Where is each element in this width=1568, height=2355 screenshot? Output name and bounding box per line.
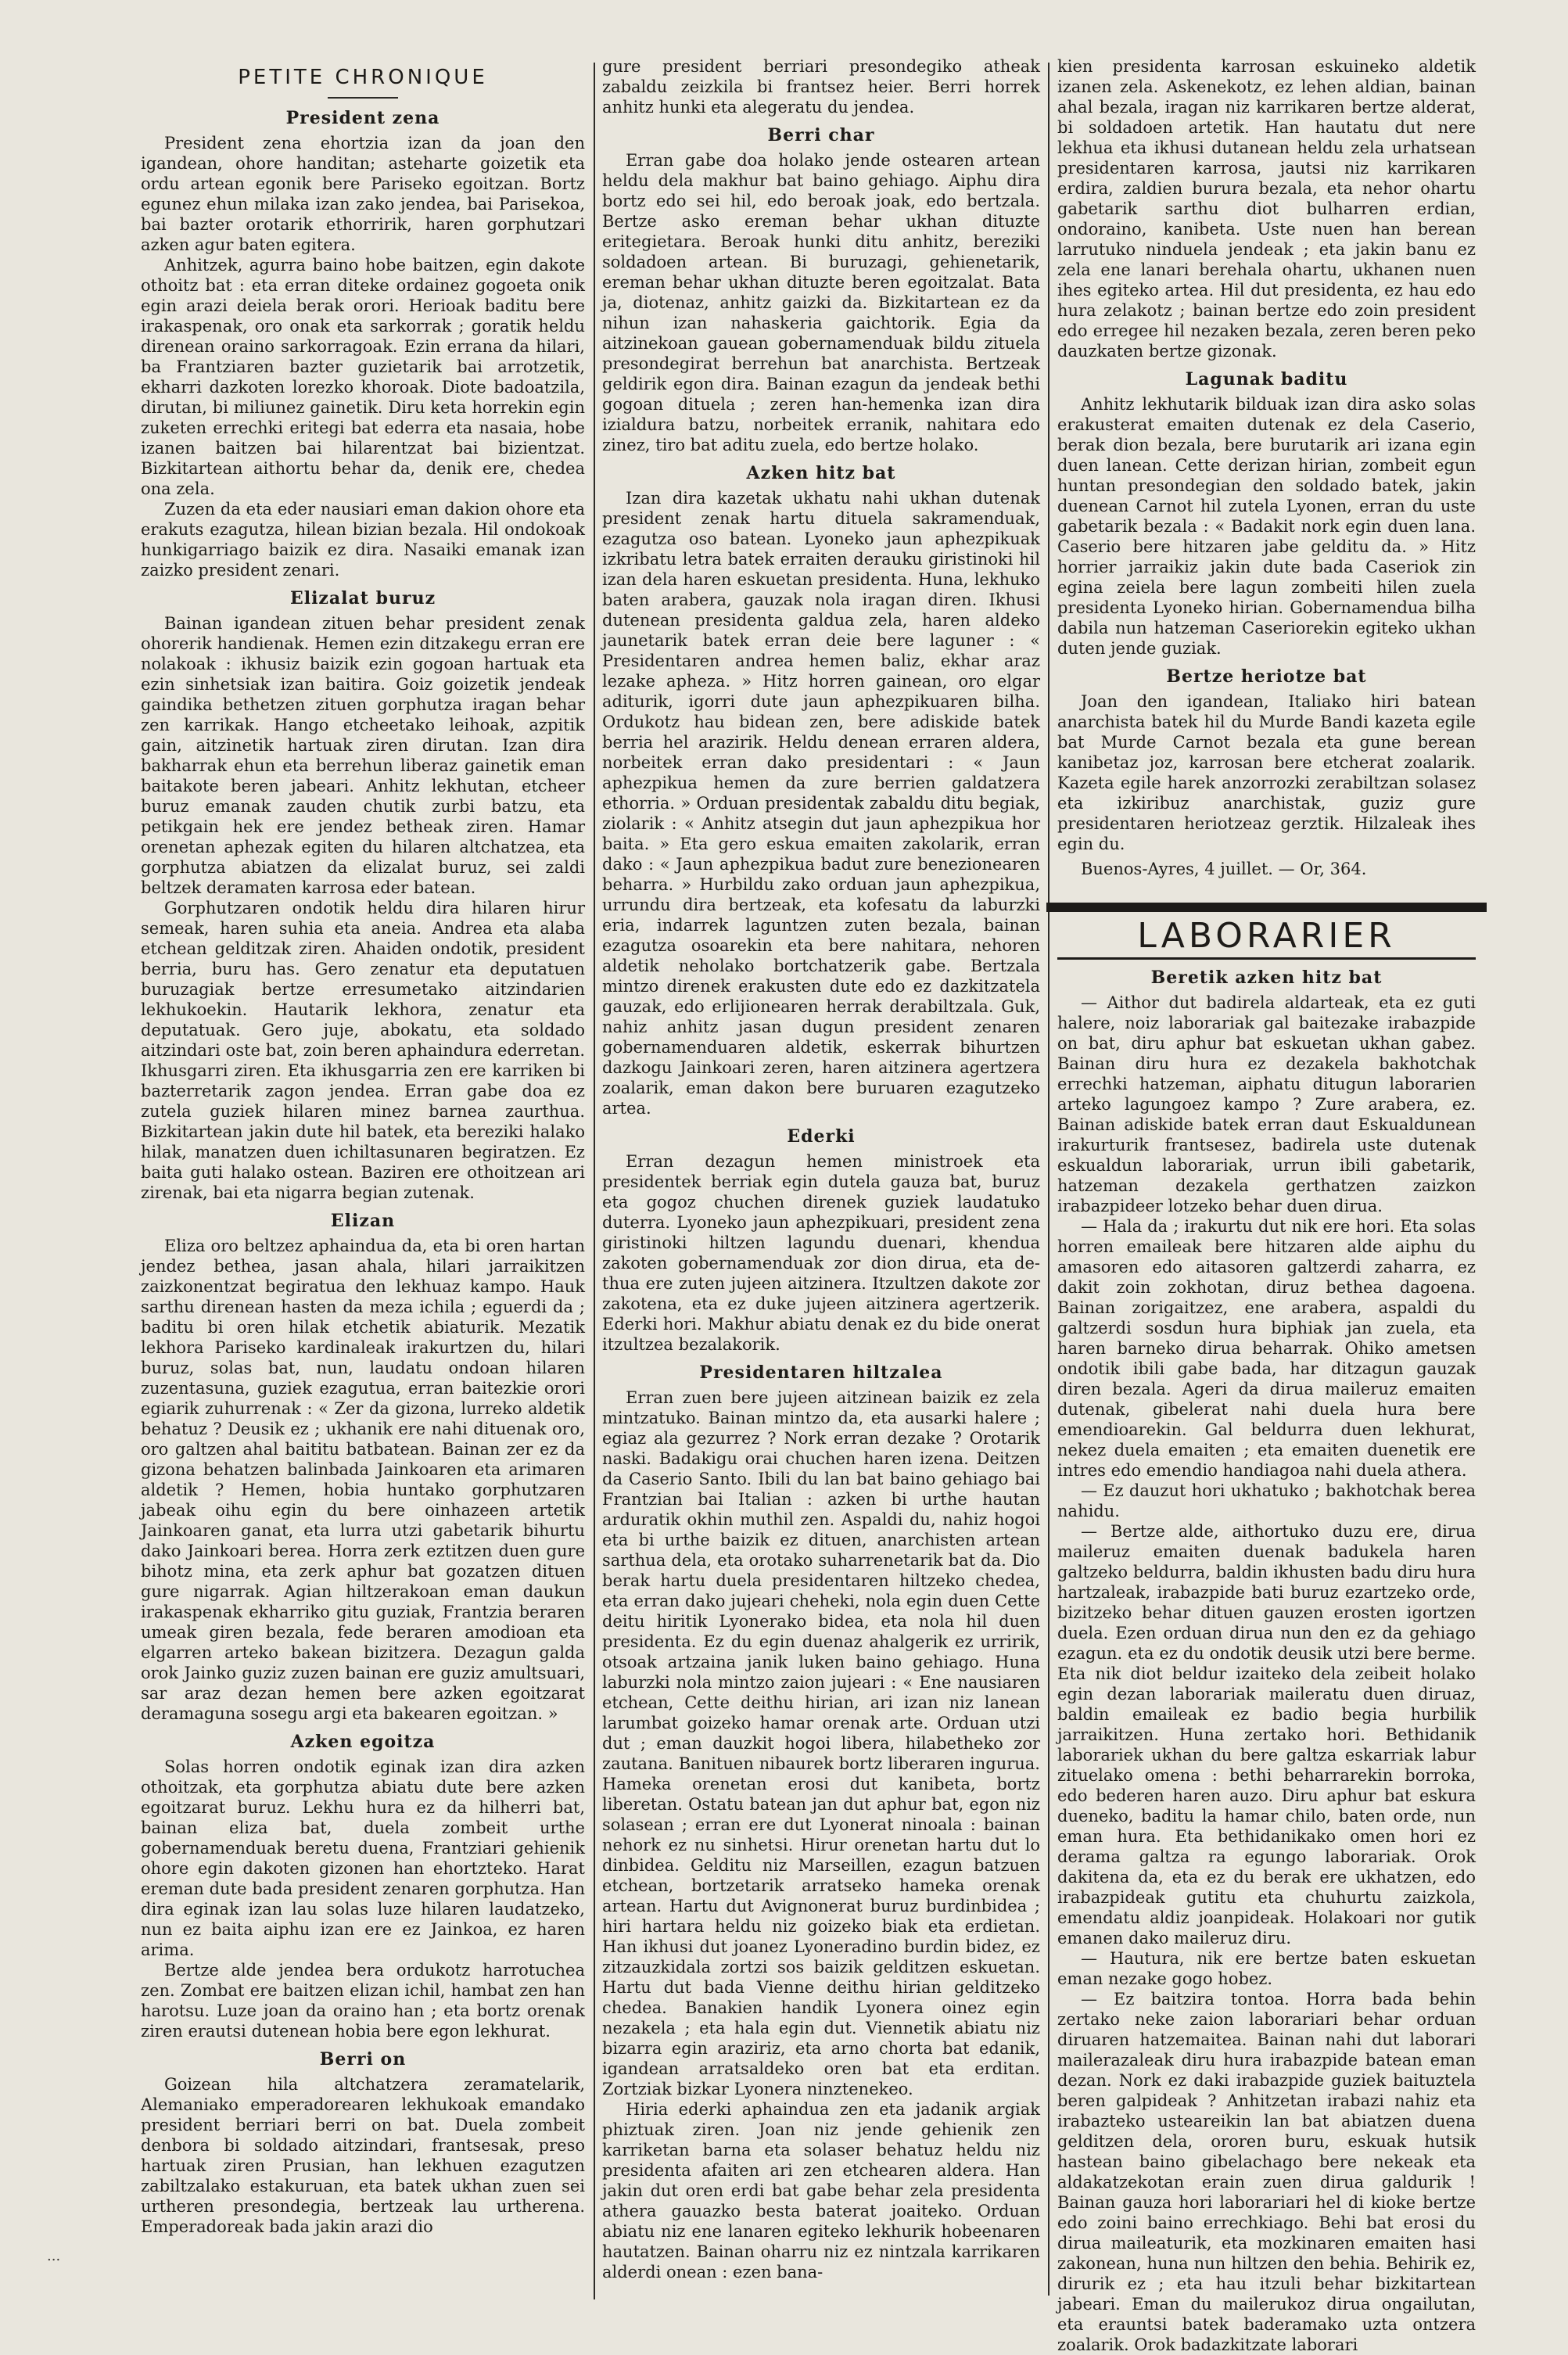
column-1 [141,56,585,2237]
article-paragraph: Joan den igandean, Italiako hiri batean anarchista batek hil du Murde Bandi kazeta egile bat Murde Carnot bezala eta gune berean kanibetaz joz, karrosan bere etcherat zoalarik. Kazeta egile harek anzorrozki zerabiltzan solasez eta izkiribuz anarchistak, guziz gure presidentaren heriotzeaz gerztik. Hilzaleak ihes egin du. [1057,692,1476,853]
article-paragraph: Zuzen da eta eder nausiari eman dakion ohore eta erakuts ezagutza, hilean bizian bezala. Hil ondokoak hunkigarriago baizik ez dira. Nasaiki emanak izan zaizko president zenari. [141,500,585,580]
title-rule [328,97,398,99]
article-heading: Bertze heriotze bat [1166,666,1367,687]
article-heading: Lagunak baditu [1185,369,1348,390]
article-heading: Berri on [319,2049,407,2070]
banner-rule [1046,903,1487,912]
article-paragraph: Erran dezagun hemen ministroek eta presidentek berriak egin dutela gauza bat, buruz eta gogoz chuchen direnek guziek laudatuko duterra. Lyoneko jaun aphezpikuari, president zena giristinoki hiltzen lagundu duenari, khendua zakoten gobernamenduak zor dion dirua, eta de-thua ere zuten jujeen aitzinera. Itzultzen dakote zor zakotena, eta ez duke jujeen aitzinera agertzerik. Ederki hori. Makhur abiatu denak ez du bide onerat itzultzea bezalakorik. [602,1152,1040,1354]
article-paragraph: Erran gabe doa holako jende ostearen artean heldu dela makhur bat baino gehiago. Aiphu dira bortz edo sei hil, edo beroak joak, edo bertzala. Bertze asko ereman behar ukhan dituzte eritegietara. Beroak hunki ditu anhitz, bereziki soldadoen artean. Bi buruzagi, gehienetarik, ereman behar ukhan dituzte beren egoitzalat. Bata ja, diotenaz, anhitz gaizki da. Bizkitartean ez da nihun izan nahaskeria gaichtorik. Egia da aitzinekoan gauean gobernamenduak bildu zituela presondegirat berrehun bat anarchista. Bertzeak geldirik egon dira. Bainan ezagun da jendeak bethi gogoan dituela ; zeren han-hemenka izan dira izialdura batzu, norbeitek erranik, nahitara edo zinez, tiro bat aditu zuela, edo bertze holako. [602,151,1040,454]
article-heading: Berri char [767,125,875,145]
article-paragraph: Izan dira kazetak ukhatu nahi ukhan dutenak president zenak hartu dituela sakramenduak, ezagutza oso batean. Lyoneko jaun aphezpikuak izkribatu letra batek erraiten derauku giristinoki hil izan dela haren eskuetan presidenta. Huna, lekhuko baten arabera, gauzak nola iragan diren. Ikhusi dutenean presidenta galdua zela, haren aldeko jaunetarik batek erran deie bere laguner : « Presidentaren andrea hemen baliz, ekhar araz lezake apheza. » Hitz horren gainean, oro elgar aditurik, igorri dute jaun aphezpikuaren bilha. Ordukotz hau bidean zen, bere adiskide batek berria hel arazirik. Heldu denean erraren aldera, norbeitek erran dako presidentari : « Jaun aphezpikua hemen da zure berrien galdatzera ethorria. » Orduan presidentak zabaldu ditu begiak, ziolarik : « Anhitz atsegin dut jaun aphezpikua hor baita. » Eta gero eskua emaiten zakolarik, erran dako : « Jaun aphezpikua badut zure benezionearen beharra. » Hurbildu zako orduan jaun aphezpikua, urrundu dira bertzeak, eta kofesatu da laburzki eria, indarrek laguntzen zuten bezala, bainan ezagutza osoarekin eta bere nahitara, nehoren aldetik neholako bortchatzerik gabe. Bertzala mintzo direnek erakusten dute edo ez dazkitzatela gauzak, edo erlijionearen herrak derabiltzala. Guk, nahiz anhitz jasan dugun president zenaren gobernamenduaren aldetik, eskerrak bihurtzen dazkogu Jainkoari zeren, haren aitzinera agertzera zoalarik, eman dakon bere buruaren ezagutzeko artea. [602,489,1040,1118]
article-paragraph: Gorphutzaren ondotik heldu dira hilaren hirur semeak, haren suhia eta aneia. Andrea eta alaba etchean gelditzak ziren. Ahaiden ondotik, president berria, buru has. Gero zenatur eta deputatuen buruzagiak bertze erresumetako aitzindarien lekhukoekin. Hautarik lekhora, zenatur eta deputatuak. Gero juje, abokatu, eta soldado aitzindari oste bat, zoin beren aphaindura ederretan. Ikhusgarri ziren. Eta ikhusgarria zen ere karriken bi bazterretarik zagon jendea. Erran gabe doa ez zutela guziek hilaren minez barnea zaurthua. Bizkitartean jakin dute hil batek, eta bereziki halako hilak, manatzen duen ichiltasunaren begiratzen. Ez baita guti halako ostean. Baziren ere othoitzean ari zirenak, bai eta nigarra begian zutenak. [141,899,585,1202]
article-paragraph: kien presidenta karrosan eskuineko aldetik izanen zela. Askenekotz, ez lehen aldian, bainan ahal bezala, iragan niz karrikaren bertze alderat, bi soldadoen artetik. Han hautatu dut nere lekhua eta ikhusi dutanean heldu zela urhatsean presidentaren karrosa, jautsi niz karrikaren erdira, zaldien burura bezala, eta nehor ohartu gabetarik sarthu diot bulharren erdian, ondoraino, kanibeta. Uste nuen han berean larrutuko ninduela jendeak ; eta jakin banu ez zela ene lanari berehala ohartu, ukhanen nuen ihes egiteko artea. Hil dut presidenta, ez hau edo hura zelakotz ; bainan bertze edo zoin president edo erregee hil nezaken bezala, zeren beren peko dauzkaten bertze gizonak. [1057,57,1476,361]
column-3 [1057,56,1476,2355]
article-paragraph: Eliza oro beltzez aphaindua da, eta bi oren hartan jendez bethea, jasan ahala, hilari jarraikitzen zaizkonentzat begiratua den lekhuaz kampo. Hauk sarthu direnean hasten da meza ichila ; eguerdi da ; baditu bi oren hilak etchetik abiaturik. Mezatik lekhora Pariseko kardinaleak irakurtzen du, hilari buruz, solas bat, nun, laudatu ondoan hilaren zuzentasuna, guziek ezagutua, erran baitezkie orori egiarik zuhurrenak : « Zer da gizona, lurreko aldetik behatuz ? Deusik ez ; ukhanik ere nahi dituenak oro, oro galtzen ahal baititu batbatean. Bainan zer ez da gizona behatzen balinbada Jainkoaren eta arimaren aldetik ? Hemen, hobia huntako gorphutzaren jabeak oihu egin du bere oinhazeen artetik Jainkoaren ganat, eta lurra utzi gabetarik bihurtu dako Jainkoari berea. Horra zerk eztitzen duen gure bihotz mina, eta zerk aphur bat gozatzen dituen gure nigarrak. Agian hiltzerakoan eman daukun irakaspenak ekharriko gitu guziak, Frantzia beraren umeak giren bezala, fede beraren amodioan eta elgarren arteko bakean bizitzera. Dezagun galda orok Jainko guziz zuzen bainan ere guziz amultsuari, sar araz dezan hemen bere azken egoitzarat deramaguna sosegu argi eta bakearen egoitzan. » [141,1237,585,1723]
article-paragraph: Goizean hila altchatzera zeramatelarik, Alemaniako emperadorearen lekhukoak emandako president berriari berri on bat. Duela zombeit denbora bi soldado aitzindari, frantsesak, preso hartuak ziren Prusian, han lekhuen ezagutzen zabiltzalako estakuruan, eta batek ukhan zuen sei urtheren presondegia, bertzeak lau urtherena. Emperadoreak bada jakin arazi dio [141,2075,585,2236]
article-heading: Presidentaren hiltzalea [699,1362,943,1383]
article-paragraph: President zena ehortzia izan da joan den igandean, ohore handitan; asteharte goizetik eta ordu artean egonik bere Pariseko egoitzan. Bortz egunez ehun milaka izan zako jendea, bai Parisekoa, bai bazter orotarik ethorririk, haren gorphutzari azken agur baten egitera. [141,134,585,254]
article-paragraph: — Bertze alde, aithortuko duzu ere, dirua maileruz emaiten duenak badukela haren galtzeko beldurra, baldin ikhusten badu diru hura hartzaleak, irabazpide bati buruz ezartzeko orde, bizitzeko behar dituen gauzen erosten igortzen duela. Ezen orduan dirua nun den ez da gehiago ezagun. eta ez du ondotik deusik utzi bere berme. Eta nik diot beldur izaiteko dela zeibeit holako egin dezan laborariak maileratu duen diruaz, baldin emaileak ez badio begia hurbilik jarraikitzen. Huna zertako hori. Bethidanik laborariek ukhan du bere galtza eskarriak labur zituelako omena : bethi beharrarekin borroka, edo bederen haren auzo. Diru aphur bat eskura dueneko, baditu la hamar chilo, baten orde, nun eman hura. Eta bethidanikako omen hori ez derama galtza ra egungo laborariak. Orok dakitena da, eta ez du berak ere ukhatzen, edo irabazpideak gutitu eta chuhurtu zaizkola, emendatu aldiz joanpideak. Holakoari nor gutik emanen dako maileruz diru. [1057,1522,1476,1948]
article-paragraph: — Aithor dut badirela aldarteak, eta ez guti halere, noiz laborariak gal baitezake irabazpide on bat, diru aphur bat eskuetan ukhan gabez. Bainan diru hura ez dezakela bakhotchak errechki hatzeman, aiphatu ditugun laborarien arteko lagungoez kampo ? Zure arabera, ez. Bainan adiskide batek erran daut Eskualdunean irakurturik frantsesez, badirela uste dutenak eskualdun laborariak, urrun ibili gabetarik, hatzeman dezakela gerthatzen zaizkon irabazpideer lotzeko behar duen dirua. [1057,993,1476,1215]
column-divider-2 [1048,63,1050,2296]
margin-mark: ... [47,2248,61,2264]
article-heading: President zena [285,108,440,128]
article-paragraph: Anhitz lekhutarik bilduak izan dira asko solas erakusterat emaiten dutenak ez dela Caserio, berak dion bezala, bere burutarik ari izana egin duen lanean. Cette derizan hirian, zombeit egun huntan presondegian den soldado batek, jakin duenean Carnot hil zutela Lyonen, erran du uste gabetarik bezala : « Badakit nork egin duen lana. Caserio bere hitzaren jabe gelditu da. » Hitz horrier jarraikiz jakin dute bada Caseriok zin egina zeiela bere lagun zombeiti hilen zuela presidenta Lyoneko hirian. Gobernamendua bilha dabila nun hatzeman Caseriorekin egiteko ukhan duten jende guziak. [1057,395,1476,658]
article-heading: Azken hitz bat [746,463,896,483]
article-paragraph: Anhitzek, agurra baino hobe baitzen, egin dakote othoitz bat : eta erran diteke ordainez gogoeta onik egin arazi deiela berak orori. Herioak baditu bere irakaspenak, oro onak eta sarkorrak ; goratik heldu direnean oraino sarkorragoak. Ezin errana da hilari, ba Frantziaren bazter guzietarik bai arrotzetik, ekharri dazkoten lorezko khoroak. Diote badoatzila, dirutan, bi miliunez gainetik. Diru keta horrekin egin zuketen errechki eritegi bat ederra eta nasaia, hobe izanen baitzen bai hilarentzat bai bizientzat. Bizkitartean aithortu behar da, denik ere, chedea ona zela. [141,256,585,498]
article-heading: Elizalat buruz [289,588,436,608]
laborarier-title: LABORARIER [1137,916,1396,956]
article-heading: Beretik azken hitz bat [1150,967,1383,988]
article-paragraph: Bainan igandean zituen behar president zenak ohorerik handienak. Hemen ezin ditzakegu erran ere nolakoak : ikhusiz baizik ezin gogoan hartuak eta ezin sinhetsiak izan baitira. Goiz goizetik jendeak gaindika bethetzen zituen gorphutza iragan behar zen karrikak. Hango etcheetako leihoak, azpitik gain, aitzinetik hartuak ziren dirutan. Izan dira bakharrak ehun eta berrehun liberaz gainetik eman baitakote beren jabeari. Anhitz lekhutan, etcheer buruz emanak zauden chutik zurbi batzu, eta petikgain hek ere jendez betheak ziren. Hamar orenetan aphezak egiten du hilaren altchatzea, eta gorphutza abiatzen da elizalat buruz, sei zaldi beltzek deramaten karrosa eder batean. [141,614,585,897]
article-heading: Elizan [330,1211,396,1231]
section-title: PETITE CHRONIQUE [238,66,488,89]
article-paragraph: — Hautura, nik ere bertze baten eskuetan eman nezake gogo hobez. [1057,1949,1476,1988]
column-2 [602,56,1040,2282]
column-divider-1 [594,63,595,2299]
article-paragraph: Bertze alde jendea bera ordukotz harrotuchea zen. Zombat ere baitzen elizan ichil, hambat zen han harotsu. Luze joan da oraino han ; eta bortz orenak ziren erautsi dutenean hobia bere egon lekhurat. [141,1961,585,2041]
banner-underline [1057,957,1476,960]
article-paragraph: — Ez baitzira tontoa. Horra bada behin zertako neke zaion laborariari behar orduan diruaren hatzemaitea. Bainan nahi dut laborari mailerazaleak diru hura irabazpide batean eman dezan. Nork ez daki irabazpide guziek baituztela beren galpideak ? Anhitzetan irabazi nahiz eta irabazteko usteareikin lan bat abiatzen duena gelditzen dela, ororen buru, eskuak hutsik hastean baino gibelachago bere nekeak eta aldakatzekotan erain zuen dirua galdurik ! Bainan gauza hori laborariari hel di kioke bertze edo zoini baino errechkiago. Behi bat erosi du dirua maileaturik, eta mozkinaren emaiten hasi zakonean, huna nun hiltzen den behia. Behirik ez, dirurik ez ; eta hau itzuli behar bizkitartean jabeari. Eman du mailerukoz dirua ongailutan, eta erauntsi batek baderamako uzta ontzera zoalarik. Orok badazkitzate laborari [1057,1990,1476,2354]
article-heading: Ederki [787,1126,856,1147]
article-paragraph: Erran zuen bere jujeen aitzinean baizik ez zela mintzatuko. Bainan mintzo da, eta ausarki halere ; egiaz ala gezurrez ? Nork erran dezake ? Orotarik naski. Badakigu orai chuchen haren izena. Deitzen da Caserio Santo. Ibili du lan bat baino gehiago bai Frantzian bai Italian : azken bi urthe hautan arduratik okhin muthil zen. Aspaldi du, nahiz hogoi eta bi urthe baizik ez dituen, anarchisten artean sarthua dela, eta orotako suharrenetarik bat da. Dio berak hartu duela presidentaren hiltzeko chedea, eta erran dako jujeari cheheki, nola egin duen Cette deitu hiritik Lyonerako bidea, eta nola hil duen presidenta. Ez du egin duenaz ahalgerik ez urririk, otsoak artzaina janik luken baino gehiago. Huna laburzki nola mintzo zaion jujeari : « Ene nausiaren etchean, Cette deithu hirian, ari izan niz lanean larumbat goizeko hamar orenak arte. Orduan utzi dut ; eman dauzkit hogoi libera, hilabetheko zor zautana. Banituen nibaurek bortz liberaren ingurua. Hameka orenetan erosi dut kanibeta, bortz liberetan. Ostatu batean jan dut aphur bat, egon niz solasean ; erran ere dut Lyonerat ninoala : bainan nehork ez nu sinhetsi. Hirur orenetan hartu dut lo dinbidea. Gelditu niz Marseillen, ezagun batzuen etchean, bortzetarik arratseko hameka orenak artean. Hartu dut Avignonerat buruz burdinbidea ; hiri hartara heldu niz goizeko biak eta erdietan. Han ikhusi dut joanez Lyoneradino burdin bidez, ez zitzauzkidala zortzi sos baizik gelditzen eskuetan. Hartu dut bada Vienne deithu hirian gelditzeko chedea. Banakien handik Lyonera oinez egin nezakela ; eta hala egin dut. Viennetik abiatu niz bizarra egin araziriz, eta arno chorta bat edanik, igandean arratsaldeko oren bat eta erditan. Zortziak bizkar Lyonera ninztenekeo. [602,1388,1040,2098]
article-paragraph: — Hala da ; irakurtu dut nik ere hori. Eta solas horren emaileak bere hitzaren alde aiphu du amasoren edo aitasoren galtzerdi zaharra, ez dakit zoin zokhotan, diruz bethea dagoena. Bainan zorigaitzez, ene arabera, aspaldi du galtzerdi sosdun hura biphiak jan zuela, eta haren barneko dirua beharrak. Ohiko ametsen ondotik ibili gabe bada, har ditzagun gauzak diren bezala. Ageri da dirua maileruz emaiten dutenak, gibelerat nahi duela hura bere emendioarekin. Gal beldurra duen lekhurat, nekez duela emaiten ; eta emaiten duenetik ere intres edo emendio handiagoa nahi duela athera. [1057,1217,1476,1480]
article-paragraph: Hiria ederki aphaindua zen eta jadanik argiak phiztuak ziren. Joan niz jende gehienik zen karriketan barna eta solaser behatuz heldu niz presidenta afaiten ari zen etchearen aldera. Han jakin dut oren erdi bat gabe behar zela presidenta athera gauazko besta baterat joaiteko. Orduan abiatu niz ene lanaren egiteko lekhurik hobeenaren hautatzen. Bainan oharru niz ez nintzala karrikaren alderdi onean : ezen bana- [602,2100,1040,2281]
dateline-signature: Buenos-Ayres, 4 juillet. — Or, 364. [1081,860,1367,878]
article-paragraph: gure president berriari presondegiko atheak zabaldu zeizkila bi frantsez heier. Berri horrek anhitz hunki eta alegeratu du jendea. [602,57,1040,117]
article-heading: Azken egoitza [290,1732,436,1752]
article-paragraph: — Ez dauzut hori ukhatuko ; bakhotchak berea nahidu. [1057,1481,1476,1520]
article-paragraph: Solas horren ondotik eginak izan dira azken othoitzak, eta gorphutza abiatu dute bere azken egoitzarat buruz. Lekhu hura ez da hilherri bat, bainan eliza bat, duela zombeit urthe gobernamenduak beretu duena, Frantziari gehienik ohore egin dakoten gizonen han ehortzteko. Harat ereman dute bada president zenaren gorphutza. Han dira eginak izan lau solas luze hilaren laudatzeko, nun ez baita aiphu izan ere ez Jainkoa, ez haren arima. [141,1757,585,1959]
